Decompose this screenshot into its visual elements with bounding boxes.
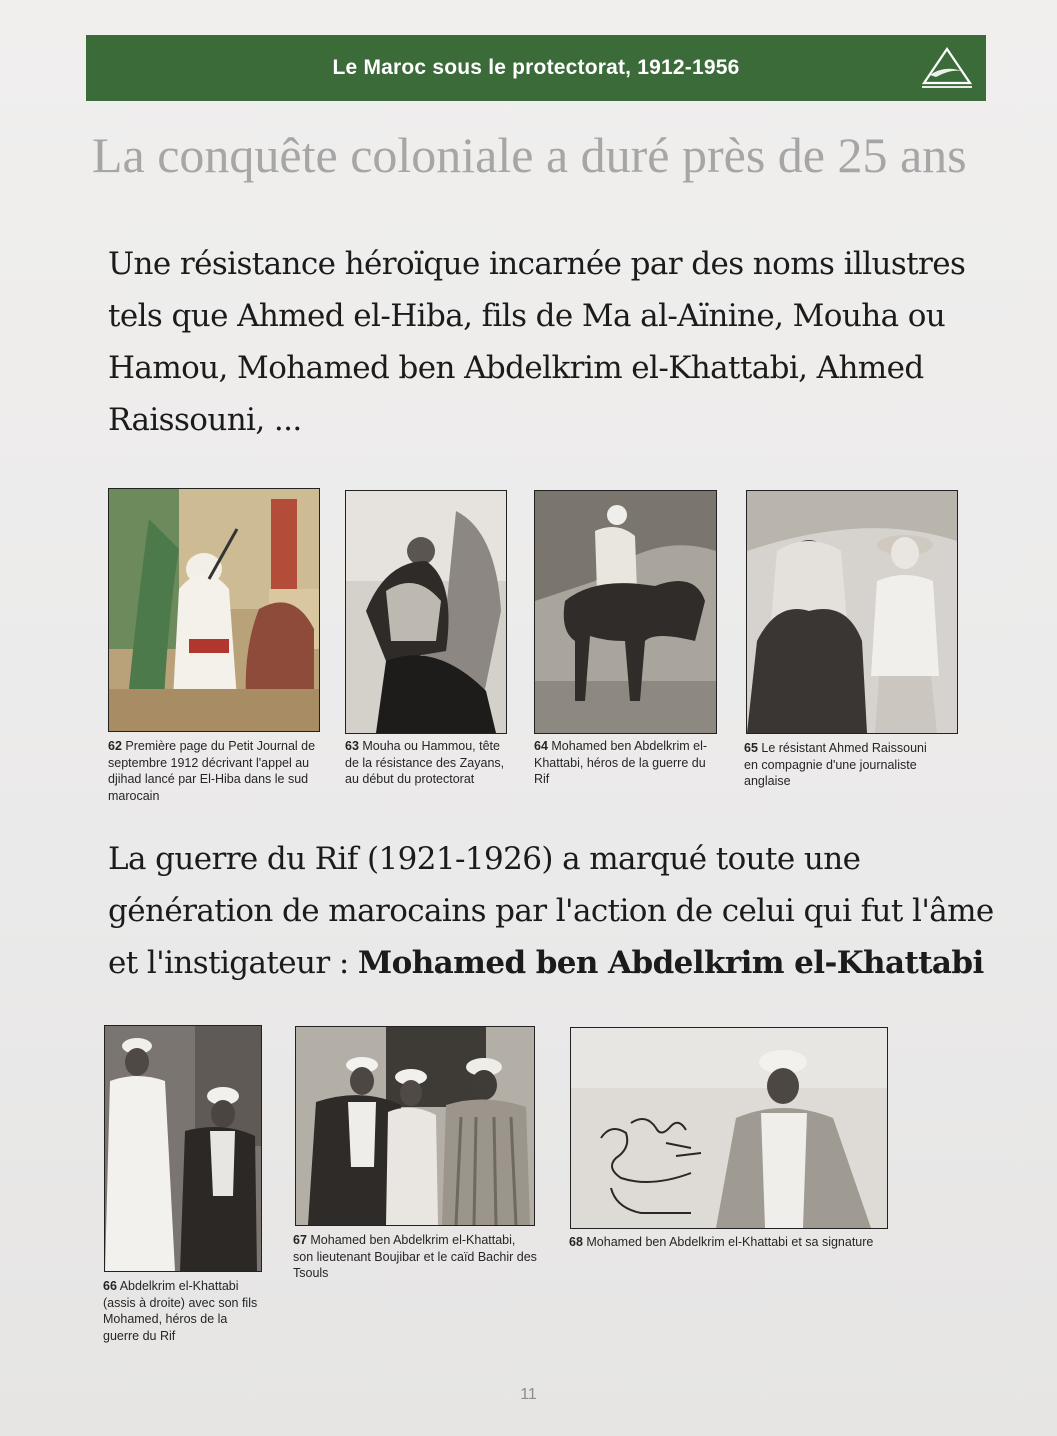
photo-66-abdelkrim-father-son <box>104 1025 262 1272</box>
caption-62: 62 Première page du Petit Journal de septembre 1912 décrivant l'appel au djihad lancé par El-Hiba dans le sud marocain <box>108 739 316 803</box>
page-number: 11 <box>520 1386 537 1403</box>
banner-title: Le Maroc sous le protectorat, 1912-1956 <box>332 56 740 79</box>
caption-65: 65 Le résistant Ahmed Raissouni en compagnie d'une journaliste anglaise <box>744 741 927 788</box>
caption-67: 67 Mohamed ben Abdelkrim el-Khattabi, son lieutenant Boujibar et le caïd Bachir des Tsouls <box>293 1233 537 1280</box>
caption-68: 68 Mohamed ben Abdelkrim el-Khattabi et sa signature <box>569 1235 874 1249</box>
pyramid-logo-icon <box>916 43 978 93</box>
rif-war-text: La guerre du Rif (1921-1926) a marqué toute une génération de marocains par l'action de celui qui fut l'âme et l'instigateur : <box>108 841 994 981</box>
rif-war-paragraph <box>108 833 1008 989</box>
photo-62-petit-journal <box>108 488 320 732</box>
photo-67-abdelkrim-boujibar-bachir <box>295 1026 535 1226</box>
intro-paragraph: Une résistance héroïque incarnée par des noms illustres tels que Ahmed el-Hiba, fils de Ma al-Aïnine, Mouha ou Hamou, Mohamed ben Abdelkrim el-Khattabi, Ahmed Raissouni, ... <box>108 246 966 438</box>
caption-66: 66 Abdelkrim el-Khattabi (assis à droite) avec son fils Mohamed, héros de la guerre du Rif <box>103 1279 258 1343</box>
caption-63: 63 Mouha ou Hammou, tête de la résistance des Zayans, au début du protectorat <box>345 739 505 786</box>
page-headline: La conquête coloniale a duré près de 25 ans <box>92 127 967 183</box>
caption-64: 64 Mohamed ben Abdelkrim el-Khattabi, héros de la guerre du Rif <box>534 739 708 786</box>
header-banner <box>86 35 986 101</box>
photo-65-raissouni-and-journalist <box>746 490 958 734</box>
photo-63-mouha-ou-hammou <box>345 490 507 734</box>
rif-war-bold-name: Mohamed ben Abdelkrim el-Khattabi <box>357 945 984 981</box>
photo-68-abdelkrim-signature <box>570 1027 888 1229</box>
photo-64-abdelkrim-on-horse <box>534 490 717 734</box>
